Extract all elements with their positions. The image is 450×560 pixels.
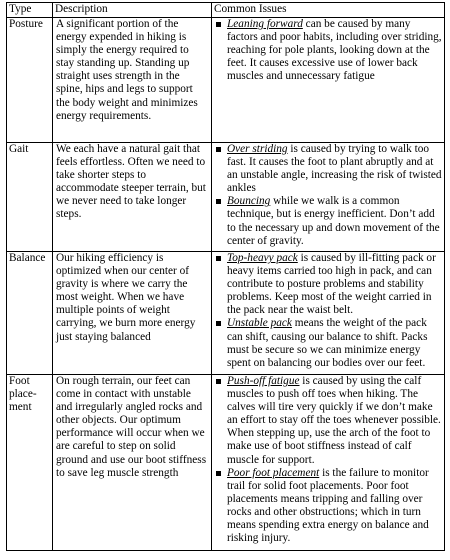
issue-item — [214, 18, 442, 83]
type-cell: Gait — [7, 143, 53, 252]
issues-list — [214, 18, 442, 83]
table-row-balance — [7, 252, 445, 375]
issue-text: is caused by ill-fitting pack or heavy items carried too high in pack, and can contribute to posture problems and stability problems. Keep most of the weight carried in the pack near the waist belt. — [227, 252, 436, 317]
issue-item — [214, 143, 442, 195]
table-row-posture — [7, 18, 445, 143]
description-cell: We each have a natural gait that feels effortless. Often we need to take shorter steps to accommodate steeper terrain, but we never need to take longer steps. — [53, 143, 212, 252]
bullet-icon — [216, 321, 221, 326]
header-description: Description — [53, 3, 212, 18]
description-cell: A significant portion of the energy expended in hiking is simply the energy required to stay standing up. Standing up straight uses strength in the spine, hips and legs to support the body weight and minimizes energy requirements. — [53, 18, 212, 143]
issue-term: Over striding — [227, 143, 288, 155]
issue-term: Top-heavy pack — [227, 252, 298, 264]
bullet-icon — [216, 471, 221, 476]
issues-cell — [212, 143, 445, 252]
issue-item — [214, 195, 442, 247]
issue-item — [214, 467, 442, 546]
issue-text: while we walk is a common technique, but is energy inefficient. Don’t add to the necessary up and down movement of the center of gravity. — [227, 195, 440, 247]
header-common-issues: Common Issues — [212, 3, 445, 18]
issue-term: Bouncing — [227, 195, 271, 208]
bullet-icon — [216, 379, 221, 384]
table-row-gait — [7, 143, 445, 252]
issues-list — [214, 375, 442, 545]
issue-text: is the failure to monitor trail for solid foot placements. Poor foot placements means tripping and falling over rocks and other obstructions; which in turn means spending extra energy on balance and risking injury. — [227, 466, 429, 545]
issue-item — [214, 252, 442, 317]
bullet-icon — [216, 147, 221, 152]
bullet-icon — [216, 22, 221, 27]
issue-text: means the weight of the pack can shift, causing our balance to shift. Packs must be secure so we can minimize energy spent on balancing our bodies over our feet. — [227, 317, 428, 369]
issue-term: Push-off fatigue — [227, 375, 300, 387]
issue-item — [214, 317, 442, 369]
type-cell: Balance — [7, 252, 53, 375]
issue-text: is caused by using the calf muscles to push off toes when hiking. The calves will tire very quickly if we don’t make an effort to stay off the toes whenever possible. When stepping up, use the arch of the foot to make use of boot stiffness instead of calf muscle for support. — [227, 375, 441, 466]
description-cell: Our hiking efficiency is optimized when our center of gravity is where we carry the most weight. When we have multiple points of weight carrying, we burn more energy just staying balanced — [53, 252, 212, 375]
hiking-efficiency-table — [6, 2, 445, 551]
table-row-foot-placement — [7, 375, 445, 551]
issues-list — [214, 143, 442, 248]
issue-text: can be caused by many factors and poor habits, including over striding, reaching for pole plants, looking down at the feet. It causes excessive use of lower back muscles and unnecessary fatigue — [227, 18, 442, 83]
issue-item — [214, 375, 442, 467]
issue-text: is caused by trying to walk too fast. It causes the foot to plant abruptly and at an unstable angle, increasing the risk of twisted ankles — [227, 143, 442, 195]
issues-cell — [212, 375, 445, 551]
type-cell: Foot place-ment — [7, 375, 53, 551]
issue-term: Leaning forward — [227, 18, 303, 30]
description-cell: On rough terrain, our feet can come in contact with unstable and irregularly angled rocks and other objects. Our optimum performance will occur when we are careful to step on solid ground and use our boot stiffness to save leg muscle strength — [53, 375, 212, 551]
issue-term: Poor foot placement — [227, 466, 320, 479]
issue-term: Unstable pack — [227, 317, 292, 330]
issues-cell — [212, 252, 445, 375]
issues-list — [214, 252, 442, 370]
header-type: Type — [7, 3, 53, 18]
bullet-icon — [216, 256, 221, 261]
issues-cell — [212, 18, 445, 143]
bullet-icon — [216, 199, 221, 204]
header-row — [7, 3, 445, 18]
type-cell: Posture — [7, 18, 53, 143]
